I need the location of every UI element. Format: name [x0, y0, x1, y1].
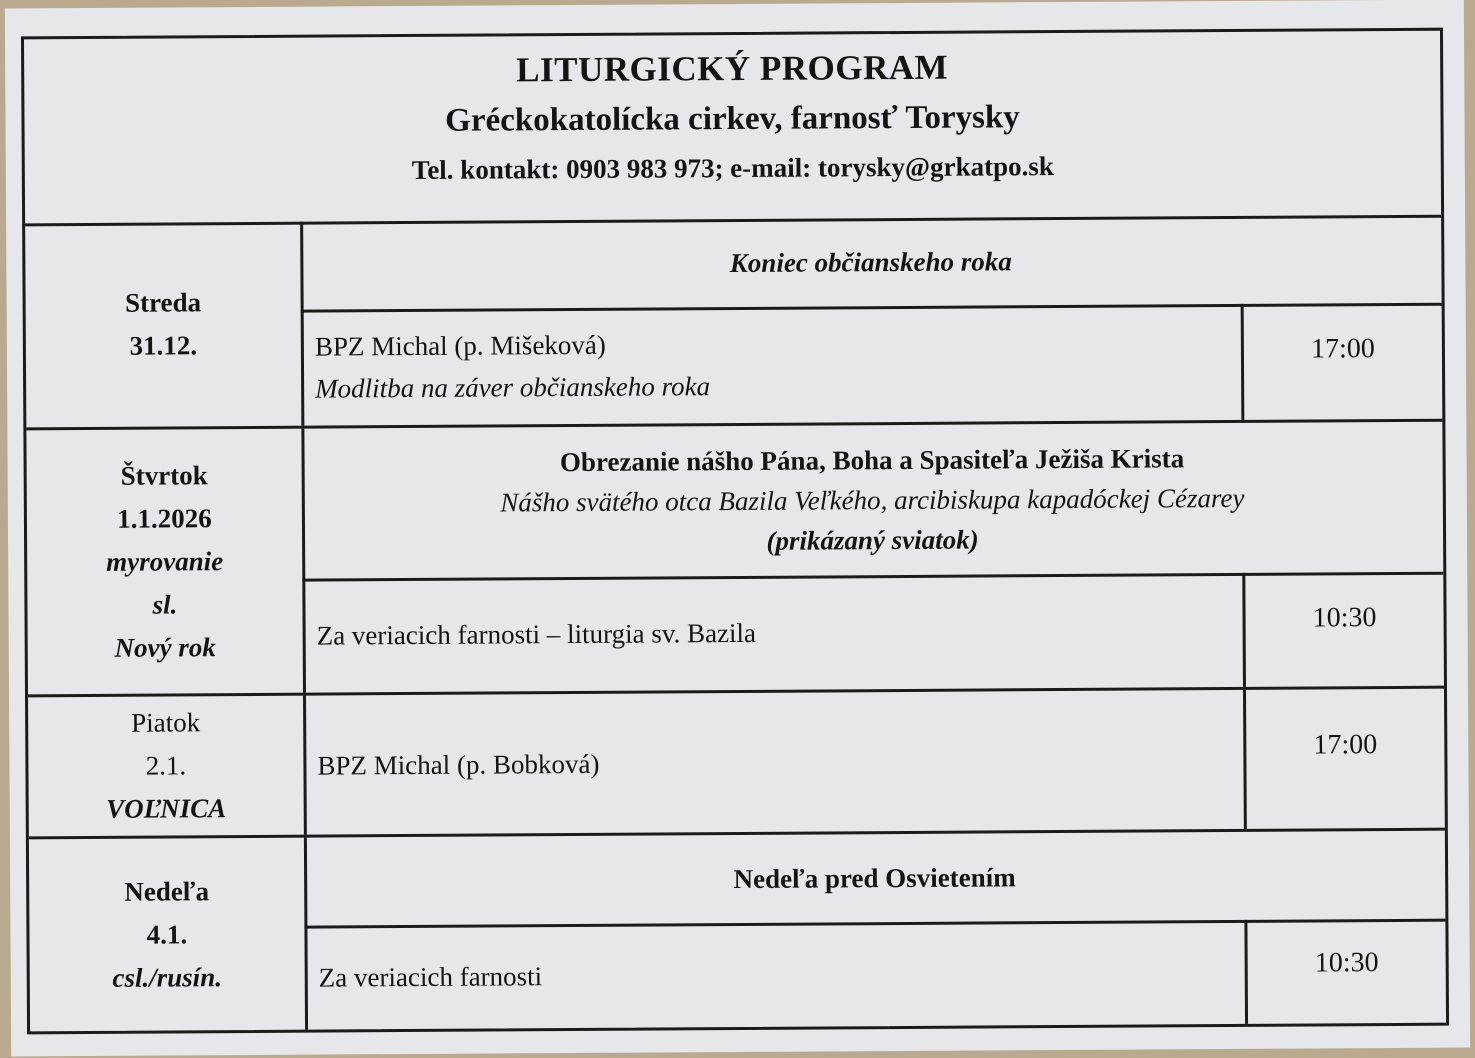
day-cell — [25, 222, 304, 428]
day-date: 1.1.2026 — [117, 502, 212, 534]
day-heading — [304, 831, 1446, 929]
heading-text-tertiary: (prikázaný sviatok) — [766, 524, 979, 556]
service-row — [304, 919, 1446, 1030]
day-row-sunday — [29, 831, 1446, 1032]
service-text: Za veriacich farnosti — [318, 961, 543, 993]
service-text: BPZ Michal (p. Mišeková) — [314, 329, 606, 362]
service-text: BPZ Michal (p. Bobková) — [317, 748, 600, 781]
day-date: 4.1. — [146, 918, 188, 950]
day-extra: sl. — [152, 588, 178, 620]
day-row-friday — [28, 689, 1445, 840]
service-time: 17:00 — [1313, 729, 1378, 761]
day-name: Nedeľa — [124, 875, 210, 907]
page-title: LITURGICKÝ PROGRAM — [516, 47, 949, 90]
day-cell — [28, 696, 307, 837]
service-description — [302, 573, 1246, 693]
day-date: 2.1. — [145, 750, 187, 781]
service-description — [303, 690, 1247, 835]
day-heading — [300, 215, 1442, 313]
service-time: 17:00 — [1310, 333, 1375, 365]
service-row — [303, 689, 1445, 835]
service-time: 10:30 — [1314, 947, 1379, 979]
service-note: Modlitba na záver občianskeho roka — [315, 371, 711, 404]
day-row-thursday — [26, 422, 1444, 698]
day-row-wednesday — [25, 215, 1442, 431]
day-extra: myrovanie — [106, 545, 224, 577]
day-name: Piatok — [131, 707, 201, 738]
paper-sheet — [5, 0, 1470, 1056]
service-description — [301, 304, 1245, 426]
parish-name: Gréckokatolícka cirkev, farnosť Torysky — [445, 99, 1020, 139]
service-row — [302, 572, 1444, 693]
schedule-header — [24, 31, 1441, 227]
heading-text: Koniec občianskeho roka — [729, 246, 1012, 279]
day-date: 31.12. — [129, 330, 198, 361]
schedule-table — [21, 28, 1449, 1035]
day-extra: csl./rusín. — [112, 961, 223, 993]
day-extra: Nový rok — [114, 631, 216, 663]
day-name: Štvrtok — [120, 459, 208, 491]
day-content — [300, 215, 1442, 426]
day-extra: VOĽNICA — [106, 793, 227, 824]
day-content — [301, 422, 1444, 693]
service-description — [304, 920, 1248, 1030]
service-time: 10:30 — [1312, 602, 1377, 634]
day-content — [303, 689, 1445, 835]
contact-info: Tel. kontakt: 0903 983 973; e-mail: torysky@grkatpo.sk — [411, 151, 1054, 185]
day-name: Streda — [125, 287, 202, 318]
service-text: Za veriacich farnosti – liturgia sv. Bazila — [316, 617, 757, 651]
day-heading — [301, 422, 1443, 582]
day-content — [304, 831, 1446, 1030]
service-row — [301, 303, 1443, 426]
day-cell — [29, 838, 308, 1032]
heading-text: Nedeľa pred Osvietením — [733, 862, 1016, 895]
day-cell — [26, 429, 306, 695]
heading-text-secondary: Nášho svätého otca Bazila Veľkého, arcibiskupa kapadóckej Cézarey — [500, 482, 1245, 518]
heading-text: Obrezanie nášho Pána, Boha a Spasiteľa Ježiša Krista — [559, 443, 1185, 478]
